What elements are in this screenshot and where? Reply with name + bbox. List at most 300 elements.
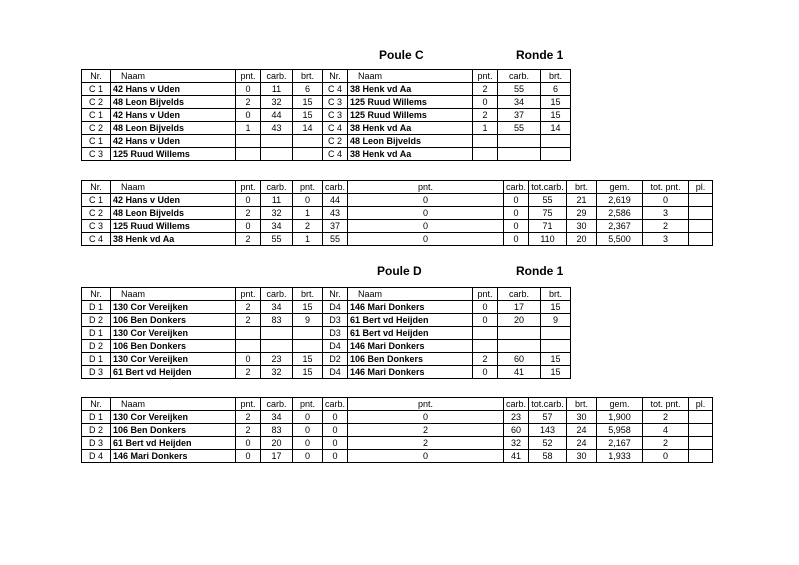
poule-d-matches-table <box>81 287 571 379</box>
table-cell: 0 <box>236 109 261 122</box>
player-name-cell: 125 Ruud Willems <box>348 109 473 122</box>
table-row <box>82 301 571 314</box>
table-cell: 2 <box>236 366 261 379</box>
table-row <box>82 135 571 148</box>
table-cell: 5,500 <box>597 233 643 246</box>
table-cell: 0 <box>348 411 504 424</box>
poule-c-matches-table <box>81 69 571 161</box>
table-cell <box>541 135 571 148</box>
player-name-cell: 125 Ruud Willems <box>111 220 236 233</box>
table-cell: D 2 <box>82 314 111 327</box>
column-header: Nr. <box>323 70 348 83</box>
table-cell: 15 <box>293 353 323 366</box>
table-cell: 17 <box>498 301 541 314</box>
column-header: brt. <box>567 398 597 411</box>
player-name-cell: 130 Cor Vereijken <box>111 327 236 340</box>
table-cell: 2,367 <box>597 220 643 233</box>
player-name-cell: 130 Cor Vereijken <box>111 353 236 366</box>
table-cell: 1 <box>236 122 261 135</box>
column-header: carb. <box>504 398 529 411</box>
table-cell: D4 <box>323 340 348 353</box>
table-cell: 9 <box>541 314 571 327</box>
table-cell: 2 <box>236 233 261 246</box>
table-cell: D 2 <box>82 340 111 353</box>
poule-d-title: Poule D <box>377 264 422 278</box>
table-row <box>82 148 571 161</box>
column-header: pl. <box>689 181 713 194</box>
table-cell: 71 <box>529 220 567 233</box>
table-cell: C 1 <box>82 194 111 207</box>
table-cell: 2 <box>236 301 261 314</box>
column-header: carb. <box>323 181 348 194</box>
table-cell: 15 <box>293 96 323 109</box>
table-cell: 20 <box>498 314 541 327</box>
table-cell: 11 <box>261 194 293 207</box>
player-name-cell: 106 Ben Donkers <box>111 424 236 437</box>
column-header: Nr. <box>82 288 111 301</box>
table-cell: 0 <box>473 366 498 379</box>
table-cell: 0 <box>293 450 323 463</box>
table-cell: C 4 <box>82 233 111 246</box>
table-cell: 0 <box>323 411 348 424</box>
table-cell: 0 <box>236 194 261 207</box>
table-row <box>82 83 571 96</box>
table-cell: 2,167 <box>597 437 643 450</box>
table-cell <box>689 233 713 246</box>
table-cell: 15 <box>293 109 323 122</box>
table-cell <box>236 340 261 353</box>
column-header: pl. <box>689 398 713 411</box>
table-cell: 34 <box>261 220 293 233</box>
table-cell <box>689 220 713 233</box>
player-name-cell: 106 Ben Donkers <box>111 340 236 353</box>
player-name-cell: 42 Hans v Uden <box>111 194 236 207</box>
table-cell: 14 <box>293 122 323 135</box>
table-cell: D4 <box>323 366 348 379</box>
table-cell: D 1 <box>82 411 111 424</box>
column-header: carb. <box>504 181 529 194</box>
table-cell: 0 <box>293 411 323 424</box>
table-cell: 30 <box>567 450 597 463</box>
player-name-cell: 48 Leon Bijvelds <box>111 122 236 135</box>
table-cell: C 3 <box>323 96 348 109</box>
table-cell: 44 <box>261 109 293 122</box>
table-cell: 1 <box>293 207 323 220</box>
table-cell: 15 <box>541 109 571 122</box>
player-name-cell: 125 Ruud Willems <box>348 96 473 109</box>
table-cell: C 1 <box>82 135 111 148</box>
player-name-cell: 38 Henk vd Aa <box>348 148 473 161</box>
poule-d-standings-table <box>81 397 713 463</box>
table-cell: 1,900 <box>597 411 643 424</box>
player-name-cell: 42 Hans v Uden <box>111 83 236 96</box>
column-header: brt. <box>541 70 571 83</box>
player-name-cell: 42 Hans v Uden <box>111 109 236 122</box>
column-header: pnt. <box>236 398 261 411</box>
table-cell <box>689 207 713 220</box>
table-cell <box>261 340 293 353</box>
column-header: carb. <box>261 398 293 411</box>
table-cell: 2 <box>236 411 261 424</box>
player-name-cell: 48 Leon Bijvelds <box>348 135 473 148</box>
table-cell: 2 <box>236 207 261 220</box>
poule-d-round: Ronde 1 <box>516 264 564 278</box>
table-cell: 0 <box>293 437 323 450</box>
table-cell <box>541 148 571 161</box>
table-cell: 37 <box>498 109 541 122</box>
table-cell: 0 <box>504 207 529 220</box>
table-cell <box>293 135 323 148</box>
table-cell <box>689 424 713 437</box>
table-cell: 6 <box>293 83 323 96</box>
table-cell: D 3 <box>82 366 111 379</box>
table-cell: 23 <box>504 411 529 424</box>
table-cell: D 2 <box>82 424 111 437</box>
column-header: carb. <box>261 70 293 83</box>
table-cell: 15 <box>541 366 571 379</box>
table-cell: 0 <box>293 194 323 207</box>
table-cell: 6 <box>541 83 571 96</box>
table-cell: 0 <box>504 233 529 246</box>
table-cell: 4 <box>643 424 689 437</box>
table-cell: 2 <box>236 96 261 109</box>
table-cell: 0 <box>236 437 261 450</box>
table-cell: 2 <box>473 353 498 366</box>
table-cell <box>473 135 498 148</box>
table-cell: 20 <box>567 233 597 246</box>
table-cell: D2 <box>323 353 348 366</box>
table-row <box>82 366 571 379</box>
table-row <box>82 233 713 246</box>
table-cell: 2 <box>293 220 323 233</box>
table-cell: 34 <box>261 301 293 314</box>
column-header: brt. <box>541 288 571 301</box>
table-row <box>82 353 571 366</box>
column-header: pnt. <box>293 398 323 411</box>
table-cell: 0 <box>643 194 689 207</box>
player-name-cell: 146 Mari Donkers <box>348 301 473 314</box>
table-cell: 52 <box>529 437 567 450</box>
table-cell: 34 <box>261 411 293 424</box>
table-cell: 55 <box>498 122 541 135</box>
table-cell: 0 <box>473 314 498 327</box>
player-name-cell: 48 Leon Bijvelds <box>111 96 236 109</box>
table-cell: 2 <box>643 437 689 450</box>
player-name-cell: 146 Mari Donkers <box>348 340 473 353</box>
column-header: brt. <box>293 70 323 83</box>
header-row <box>82 398 713 411</box>
column-header: carb. <box>261 181 293 194</box>
table-cell: 0 <box>348 220 504 233</box>
table-cell: 55 <box>323 233 348 246</box>
table-cell: 0 <box>236 353 261 366</box>
table-cell: 0 <box>348 207 504 220</box>
table-cell: 30 <box>567 411 597 424</box>
column-header: Nr. <box>82 398 111 411</box>
table-cell: D4 <box>323 301 348 314</box>
column-header: Nr. <box>82 181 111 194</box>
table-cell <box>541 340 571 353</box>
poule-c-standings-table <box>81 180 713 246</box>
column-header: Nr. <box>323 288 348 301</box>
table-cell: 0 <box>348 194 504 207</box>
header-row <box>82 288 571 301</box>
table-cell: C 4 <box>323 83 348 96</box>
column-header: brt. <box>293 288 323 301</box>
column-header: Naam <box>111 288 236 301</box>
column-header: brt. <box>567 181 597 194</box>
table-row <box>82 437 713 450</box>
table-cell: C 2 <box>323 135 348 148</box>
table-cell: 55 <box>498 83 541 96</box>
table-cell: 14 <box>541 122 571 135</box>
table-cell: 15 <box>541 96 571 109</box>
table-cell: C 2 <box>82 122 111 135</box>
table-cell: 2 <box>473 83 498 96</box>
column-header: pnt. <box>236 181 261 194</box>
table-row <box>82 327 571 340</box>
table-row <box>82 411 713 424</box>
table-cell: 15 <box>541 301 571 314</box>
table-cell: D 1 <box>82 301 111 314</box>
table-cell: 0 <box>473 96 498 109</box>
player-name-cell: 146 Mari Donkers <box>348 366 473 379</box>
player-name-cell: 106 Ben Donkers <box>111 314 236 327</box>
table-cell: 57 <box>529 411 567 424</box>
column-header: Nr. <box>82 70 111 83</box>
column-header: pnt. <box>236 288 261 301</box>
table-cell: 1,933 <box>597 450 643 463</box>
column-header: carb. <box>498 288 541 301</box>
table-cell: 60 <box>498 353 541 366</box>
table-cell: 0 <box>236 83 261 96</box>
player-name-cell: 61 Bert vd Heijden <box>348 314 473 327</box>
table-cell: 11 <box>261 83 293 96</box>
table-row <box>82 314 571 327</box>
table-cell <box>236 148 261 161</box>
table-cell: C 1 <box>82 109 111 122</box>
table-cell <box>293 340 323 353</box>
table-cell: 32 <box>261 366 293 379</box>
table-cell <box>293 327 323 340</box>
table-cell: 9 <box>293 314 323 327</box>
table-cell <box>236 327 261 340</box>
table-row <box>82 450 713 463</box>
column-header: pnt. <box>348 398 504 411</box>
table-cell <box>498 340 541 353</box>
table-cell: C 4 <box>323 148 348 161</box>
table-cell: 2 <box>236 424 261 437</box>
table-cell: 41 <box>504 450 529 463</box>
table-cell: 15 <box>293 366 323 379</box>
table-cell: C 3 <box>82 220 111 233</box>
column-header: pnt. <box>348 181 504 194</box>
table-cell <box>473 340 498 353</box>
table-cell: C 3 <box>323 109 348 122</box>
table-cell <box>498 148 541 161</box>
table-cell: 1 <box>293 233 323 246</box>
column-header: pnt. <box>293 181 323 194</box>
table-cell: 0 <box>643 450 689 463</box>
table-cell: 32 <box>261 96 293 109</box>
player-name-cell: 125 Ruud Willems <box>111 148 236 161</box>
column-header: tot.carb. <box>529 398 567 411</box>
player-name-cell: 130 Cor Vereijken <box>111 411 236 424</box>
table-cell <box>261 327 293 340</box>
table-cell: 2 <box>643 220 689 233</box>
player-name-cell: 61 Bert vd Heijden <box>111 437 236 450</box>
table-cell: 15 <box>293 301 323 314</box>
column-header: carb. <box>261 288 293 301</box>
table-cell: 3 <box>643 233 689 246</box>
table-cell: 75 <box>529 207 567 220</box>
poule-c-round: Ronde 1 <box>516 48 564 62</box>
table-cell <box>473 148 498 161</box>
table-cell: 58 <box>529 450 567 463</box>
table-cell <box>689 411 713 424</box>
table-cell <box>498 135 541 148</box>
table-cell: 0 <box>323 424 348 437</box>
player-name-cell: 106 Ben Donkers <box>348 353 473 366</box>
player-name-cell: 38 Henk vd Aa <box>348 83 473 96</box>
player-name-cell: 42 Hans v Uden <box>111 135 236 148</box>
player-name-cell: 38 Henk vd Aa <box>111 233 236 246</box>
player-name-cell: 61 Bert vd Heijden <box>348 327 473 340</box>
column-header: pnt. <box>473 288 498 301</box>
table-row <box>82 220 713 233</box>
table-row <box>82 194 713 207</box>
column-header: gem. <box>597 181 643 194</box>
table-cell: 2 <box>236 314 261 327</box>
table-cell: D 3 <box>82 437 111 450</box>
table-cell: 2 <box>473 109 498 122</box>
table-cell: 5,958 <box>597 424 643 437</box>
table-cell: 1 <box>473 122 498 135</box>
table-cell: 0 <box>323 437 348 450</box>
table-row <box>82 122 571 135</box>
table-cell <box>473 327 498 340</box>
table-cell: C 4 <box>323 122 348 135</box>
table-cell: 83 <box>261 314 293 327</box>
table-cell: 32 <box>504 437 529 450</box>
table-cell: 17 <box>261 450 293 463</box>
table-row <box>82 207 713 220</box>
table-row <box>82 340 571 353</box>
table-cell: C 1 <box>82 83 111 96</box>
table-cell <box>689 437 713 450</box>
table-cell: D3 <box>323 314 348 327</box>
table-cell: D 1 <box>82 353 111 366</box>
column-header: Naam <box>348 70 473 83</box>
table-cell: 2 <box>643 411 689 424</box>
table-cell: C 3 <box>82 148 111 161</box>
table-cell <box>293 148 323 161</box>
table-cell: 37 <box>323 220 348 233</box>
table-cell: 0 <box>293 424 323 437</box>
table-cell <box>261 135 293 148</box>
table-cell: 24 <box>567 424 597 437</box>
column-header: pnt. <box>236 70 261 83</box>
table-cell: 2,586 <box>597 207 643 220</box>
column-header: carb. <box>323 398 348 411</box>
player-name-cell: 130 Cor Vereijken <box>111 301 236 314</box>
table-cell: 0 <box>236 220 261 233</box>
column-header: gem. <box>597 398 643 411</box>
poule-c-title: Poule C <box>379 48 424 62</box>
player-name-cell: 146 Mari Donkers <box>111 450 236 463</box>
table-cell: 20 <box>261 437 293 450</box>
table-cell: C 2 <box>82 96 111 109</box>
column-header: pnt. <box>473 70 498 83</box>
table-cell: 34 <box>498 96 541 109</box>
table-cell: 24 <box>567 437 597 450</box>
table-cell: 110 <box>529 233 567 246</box>
table-cell: D 4 <box>82 450 111 463</box>
column-header: carb. <box>498 70 541 83</box>
column-header: tot. pnt. <box>643 398 689 411</box>
table-cell: D3 <box>323 327 348 340</box>
header-row <box>82 70 571 83</box>
table-row <box>82 109 571 122</box>
player-name-cell: 38 Henk vd Aa <box>348 122 473 135</box>
table-cell <box>541 327 571 340</box>
column-header: Naam <box>348 288 473 301</box>
table-cell <box>689 450 713 463</box>
table-cell: 0 <box>236 450 261 463</box>
table-cell: 0 <box>348 233 504 246</box>
table-cell: 83 <box>261 424 293 437</box>
table-cell <box>236 135 261 148</box>
table-cell: 0 <box>473 301 498 314</box>
table-cell: 0 <box>504 220 529 233</box>
player-name-cell: 48 Leon Bijvelds <box>111 207 236 220</box>
table-cell: 2 <box>348 424 504 437</box>
table-row <box>82 424 713 437</box>
table-cell: 55 <box>261 233 293 246</box>
table-cell <box>498 327 541 340</box>
table-cell: 43 <box>261 122 293 135</box>
table-cell: 2,619 <box>597 194 643 207</box>
table-cell: 29 <box>567 207 597 220</box>
table-cell: C 2 <box>82 207 111 220</box>
table-cell: 32 <box>261 207 293 220</box>
player-name-cell: 61 Bert vd Heijden <box>111 366 236 379</box>
column-header: Naam <box>111 181 236 194</box>
table-cell: 143 <box>529 424 567 437</box>
header-row <box>82 181 713 194</box>
table-cell: 21 <box>567 194 597 207</box>
table-cell: 0 <box>348 450 504 463</box>
table-cell: 30 <box>567 220 597 233</box>
table-cell: 43 <box>323 207 348 220</box>
table-cell: 2 <box>348 437 504 450</box>
table-cell <box>689 194 713 207</box>
table-cell: 23 <box>261 353 293 366</box>
table-cell: 0 <box>504 194 529 207</box>
table-row <box>82 96 571 109</box>
table-cell: 60 <box>504 424 529 437</box>
column-header: Naam <box>111 398 236 411</box>
table-cell: 0 <box>323 450 348 463</box>
column-header: tot. pnt. <box>643 181 689 194</box>
table-cell <box>261 148 293 161</box>
table-cell: 41 <box>498 366 541 379</box>
column-header: tot.carb. <box>529 181 567 194</box>
table-cell: 15 <box>541 353 571 366</box>
table-cell: 44 <box>323 194 348 207</box>
table-cell: 3 <box>643 207 689 220</box>
column-header: Naam <box>111 70 236 83</box>
